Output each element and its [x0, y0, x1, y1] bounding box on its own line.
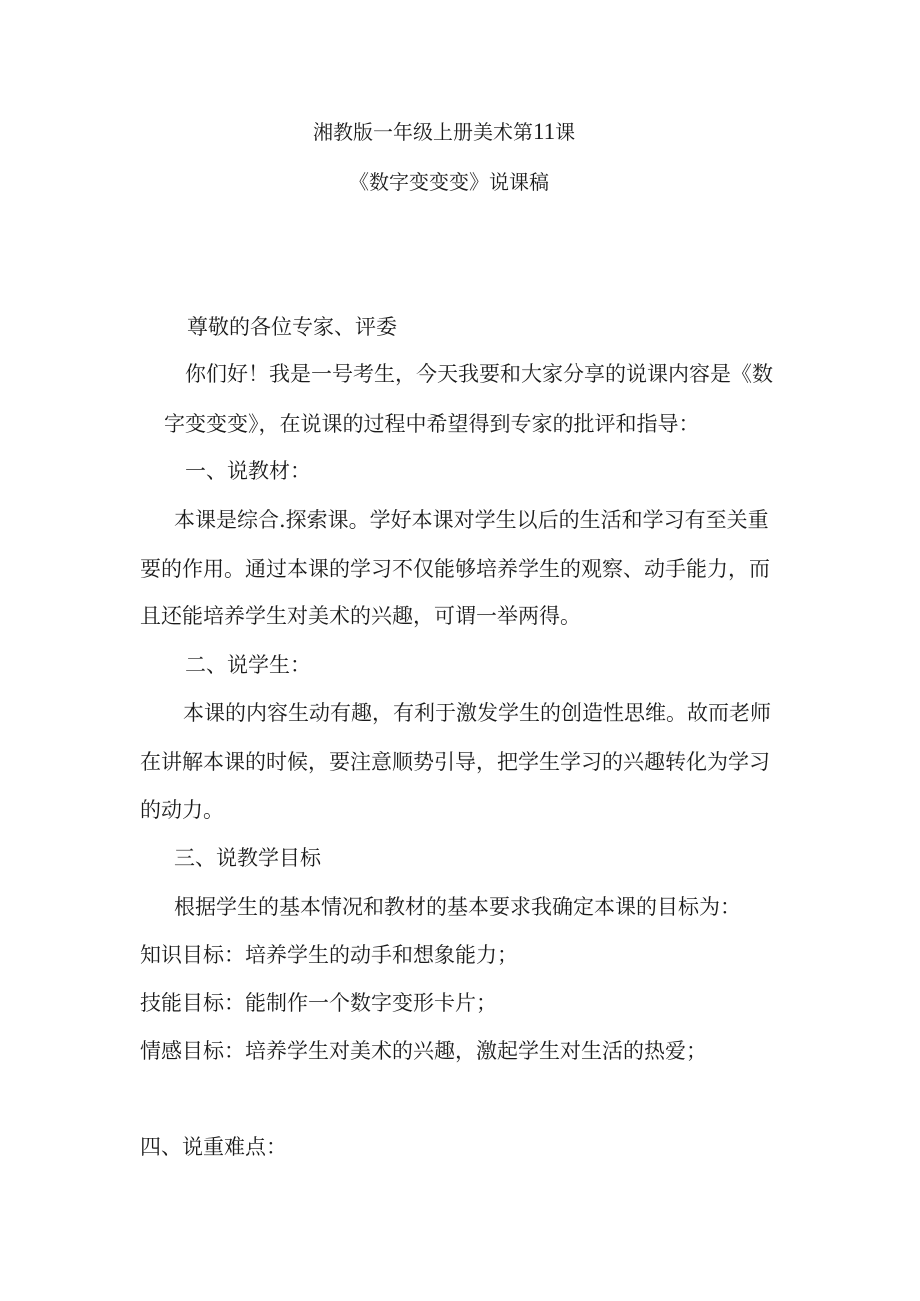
section4-heading: 四、说重难点： — [140, 1135, 287, 1159]
document-title-line2: 《数字变变变》说课稿 — [349, 170, 549, 194]
document-title-line1 — [313, 118, 575, 146]
section2-heading: 二、说学生： — [185, 653, 311, 677]
title-suffix: 课 — [555, 120, 576, 144]
goal-emotion: 情感目标：培养学生对美术的兴趣，激起学生对生活的热爱； — [140, 1039, 707, 1063]
section3-intro: 根据学生的基本情况和教材的基本要求我确定本课的目标为： — [174, 895, 741, 919]
goal-skill: 技能目标：能制作一个数字变形卡片； — [140, 991, 497, 1015]
section1-line-1: 本课是综合.探索课。学好本课对学生以后的生活和学习有至关重 — [174, 508, 769, 532]
section1-heading: 一、说教材： — [185, 459, 311, 483]
greeting: 尊敬的各位专家、评委 — [187, 315, 397, 339]
section1-line-2: 要的作用。通过本课的学习不仅能够培养学生的观察、动手能力，而 — [140, 557, 770, 581]
intro-line-1: 你们好！我是一号考生，今天我要和大家分享的说课内容是《数 — [185, 362, 773, 386]
section1-line-3: 且还能培养学生对美术的兴趣，可谓一举两得。 — [140, 604, 581, 628]
title-prefix: 湘教版一年级上册美术第 — [313, 120, 533, 144]
section2-line-2: 在讲解本课的时候，要注意顺势引导，把学生学习的兴趣转化为学习 — [140, 750, 770, 774]
goal-knowledge: 知识目标：培养学生的动手和想象能力； — [140, 943, 518, 967]
section2-line-1: 本课的内容生动有趣，有利于激发学生的创造性思维。故而老师 — [183, 701, 771, 725]
lesson-number: 11 — [533, 119, 556, 144]
intro-line-2: 字变变变》，在说课的过程中希望得到专家的批评和指导： — [164, 412, 700, 436]
section3-heading: 三、说教学目标 — [174, 846, 321, 870]
section2-line-3: 的动力。 — [140, 798, 224, 822]
